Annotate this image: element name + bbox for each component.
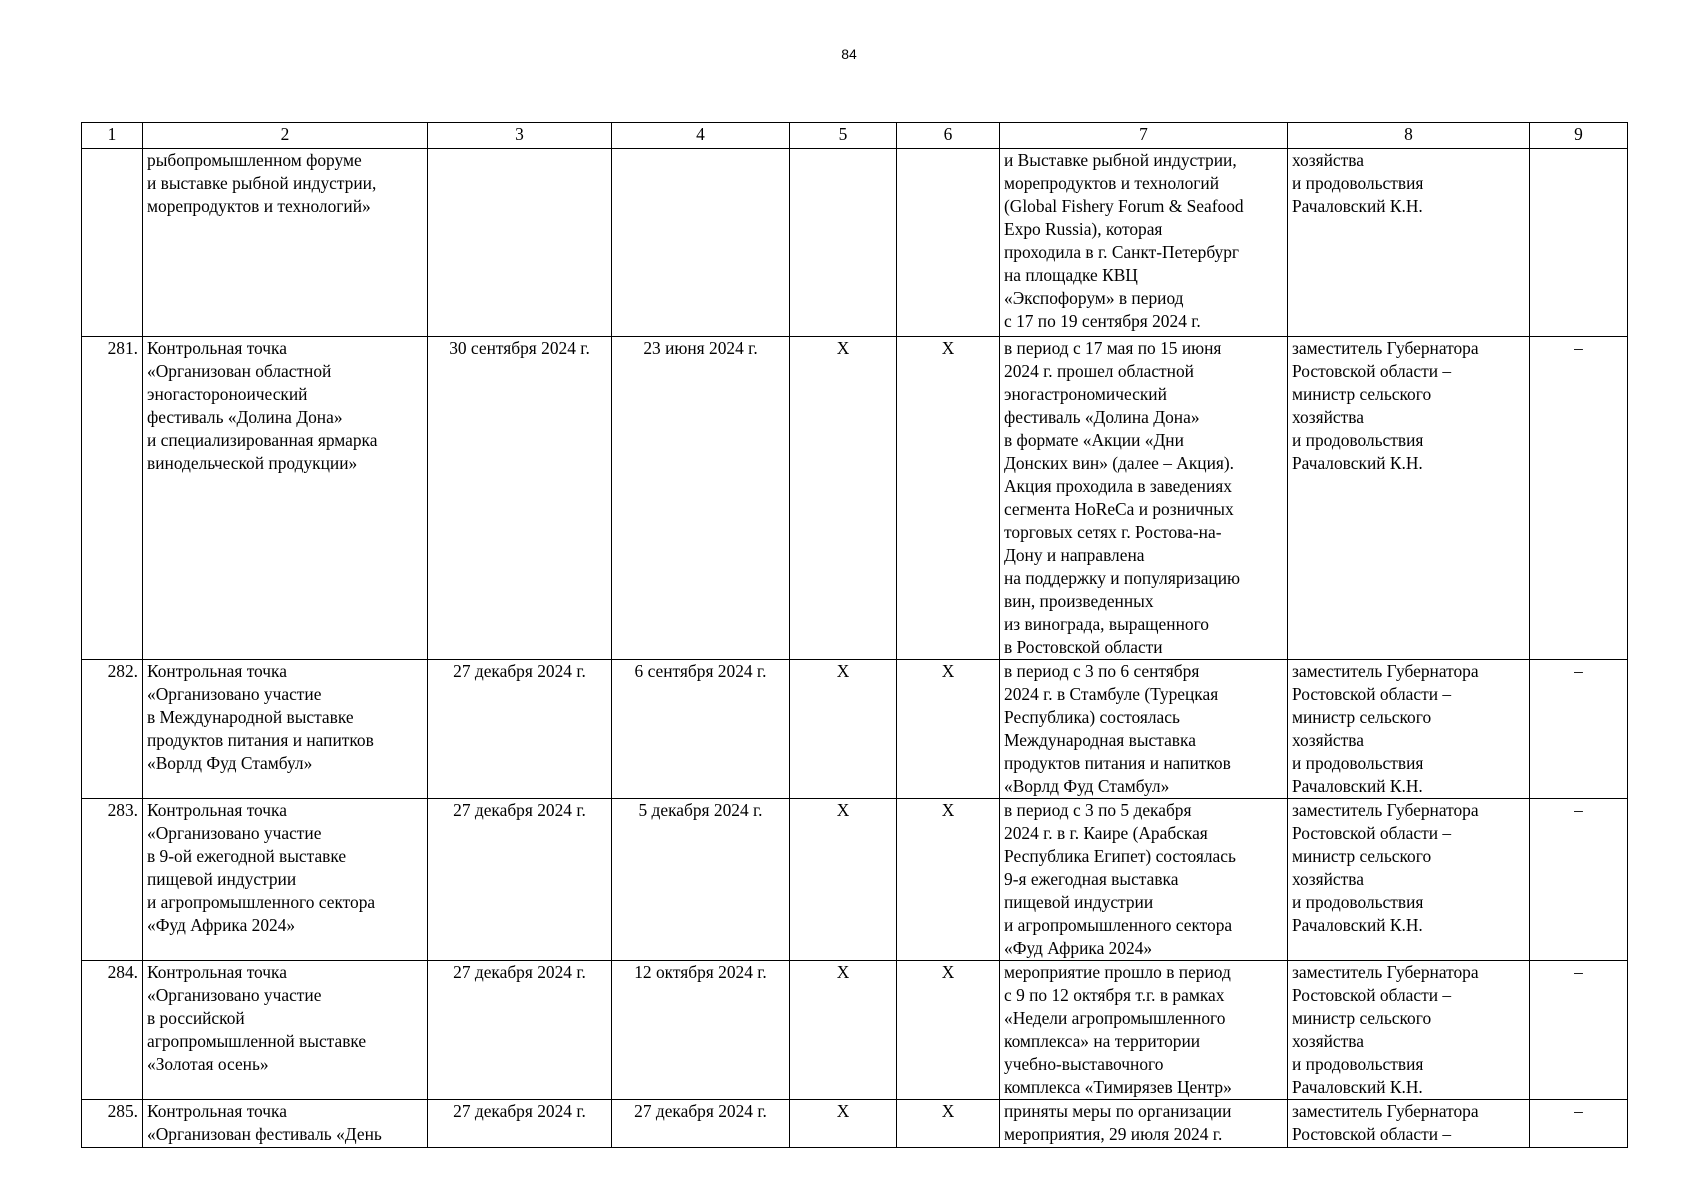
column-6-cell: Х <box>897 961 1000 1100</box>
responsible-line: и продовольствия <box>1292 430 1424 450</box>
header-cell-1: 1 <box>82 123 143 149</box>
column-6-cell: Х <box>897 660 1000 799</box>
event-line: «Золотая осень» <box>147 1054 269 1074</box>
result-line: продуктов питания и напитков <box>1004 753 1231 773</box>
event-line: Контрольная точка <box>147 1101 287 1121</box>
event-line: «Организовано участие <box>147 823 322 843</box>
responsible-cell <box>1288 1100 1530 1148</box>
column-5-cell: Х <box>790 660 897 799</box>
result-cell <box>1000 1100 1288 1148</box>
row-number-cell: 282. <box>82 660 143 799</box>
result-cell <box>1000 337 1288 660</box>
event-line: «Организовано участие <box>147 985 322 1005</box>
header-row <box>82 123 1628 149</box>
column-5-cell: Х <box>790 961 897 1100</box>
table-row <box>82 961 1628 1100</box>
result-line: фестиваль «Долина Дона» <box>1004 407 1200 427</box>
actual-date-cell: 23 июня 2024 г. <box>612 337 790 660</box>
header-cell-9: 9 <box>1530 123 1628 149</box>
responsible-cell <box>1288 337 1530 660</box>
table-row <box>82 1100 1628 1148</box>
table-row <box>82 660 1628 799</box>
row-number-cell: 281. <box>82 337 143 660</box>
row-number-cell: 284. <box>82 961 143 1100</box>
planned-date-cell: 27 декабря 2024 г. <box>428 799 612 961</box>
result-line: Международная выставка <box>1004 730 1196 750</box>
result-line: и Выставке рыбной индустрии, <box>1004 150 1237 170</box>
column-5-cell: Х <box>790 337 897 660</box>
event-line: эногастороноический <box>147 384 308 404</box>
event-line: «Организован фестиваль «День <box>147 1124 382 1144</box>
result-line: Республика) состоялась <box>1004 707 1180 727</box>
event-line: морепродуктов и технологий» <box>147 196 371 216</box>
responsible-cell <box>1288 149 1530 337</box>
event-line: «Организовано участие <box>147 684 322 704</box>
event-cell <box>143 660 428 799</box>
result-line: в Ростовской области <box>1004 637 1163 657</box>
event-line: Контрольная точка <box>147 338 287 358</box>
responsible-line: Ростовской области – <box>1292 985 1452 1005</box>
event-cell <box>143 961 428 1100</box>
responsible-line: и продовольствия <box>1292 1054 1424 1074</box>
responsible-line: Ростовской области – <box>1292 823 1452 843</box>
event-cell <box>143 1100 428 1148</box>
header-cell-8: 8 <box>1288 123 1530 149</box>
result-line: морепродуктов и технологий <box>1004 173 1220 193</box>
event-cell <box>143 149 428 337</box>
responsible-cell <box>1288 799 1530 961</box>
event-line: «Ворлд Фуд Стамбул» <box>147 753 313 773</box>
result-cell <box>1000 961 1288 1100</box>
event-line: фестиваль «Долина Дона» <box>147 407 343 427</box>
planned-date-cell <box>428 149 612 337</box>
result-line: с 17 по 19 сентября 2024 г. <box>1004 311 1201 331</box>
result-line: с 9 по 12 октября т.г. в рамках <box>1004 985 1225 1005</box>
event-line: и агропромышленного сектора <box>147 892 376 912</box>
column-6-cell: Х <box>897 337 1000 660</box>
event-line: Контрольная точка <box>147 661 287 681</box>
header-cell-5: 5 <box>790 123 897 149</box>
result-line: «Недели агропромышленного <box>1004 1008 1226 1028</box>
result-line: комплекса «Тимирязев Центр» <box>1004 1077 1232 1097</box>
actual-date-cell: 6 сентября 2024 г. <box>612 660 790 799</box>
event-line: в 9-ой ежегодной выставке <box>147 846 347 866</box>
result-line: «Ворлд Фуд Стамбул» <box>1004 776 1170 796</box>
column-5-cell: Х <box>790 1100 897 1148</box>
result-line: в период с 3 по 5 декабря <box>1004 800 1192 820</box>
table-row <box>82 149 1628 337</box>
column-9-cell <box>1530 149 1628 337</box>
responsible-line: Ростовской области – <box>1292 1124 1452 1144</box>
result-line: торговых сетях г. Ростова-на- <box>1004 522 1222 542</box>
responsible-cell <box>1288 660 1530 799</box>
event-line: в российской <box>147 1008 245 1028</box>
column-9-cell: – <box>1530 660 1628 799</box>
responsible-line: министр сельского <box>1292 1008 1432 1028</box>
result-cell <box>1000 149 1288 337</box>
result-line: комплекса» на территории <box>1004 1031 1201 1051</box>
actual-date-cell: 5 декабря 2024 г. <box>612 799 790 961</box>
result-line: мероприятие прошло в период <box>1004 962 1231 982</box>
responsible-line: Рачаловский К.Н. <box>1292 776 1423 796</box>
actual-date-cell <box>612 149 790 337</box>
column-5-cell: Х <box>790 799 897 961</box>
event-line: «Организован областной <box>147 361 332 381</box>
result-line: на поддержку и популяризацию <box>1004 568 1241 588</box>
result-line: «Фуд Африка 2024» <box>1004 938 1153 958</box>
responsible-line: заместитель Губернатора <box>1292 1101 1479 1121</box>
result-line: мероприятия, 29 июля 2024 г. <box>1004 1124 1223 1144</box>
event-line: Контрольная точка <box>147 962 287 982</box>
table-row <box>82 799 1628 961</box>
responsible-cell <box>1288 961 1530 1100</box>
planned-date-cell: 27 декабря 2024 г. <box>428 961 612 1100</box>
responsible-line: хозяйства <box>1292 407 1364 427</box>
event-line: продуктов питания и напитков <box>147 730 374 750</box>
result-line: Акция проходила в заведениях <box>1004 476 1232 496</box>
responsible-line: хозяйства <box>1292 1031 1364 1051</box>
responsible-line: Ростовской области – <box>1292 684 1452 704</box>
result-line: в период с 3 по 6 сентября <box>1004 661 1200 681</box>
result-cell <box>1000 799 1288 961</box>
responsible-line: министр сельского <box>1292 707 1432 727</box>
responsible-line: министр сельского <box>1292 846 1432 866</box>
event-line: агропромышленной выставке <box>147 1031 367 1051</box>
responsible-line: Рачаловский К.Н. <box>1292 453 1423 473</box>
planned-date-cell: 30 сентября 2024 г. <box>428 337 612 660</box>
responsible-line: хозяйства <box>1292 150 1364 170</box>
row-number-cell: 283. <box>82 799 143 961</box>
result-line: проходила в г. Санкт-Петербург <box>1004 242 1240 262</box>
column-6-cell: Х <box>897 799 1000 961</box>
responsible-line: и продовольствия <box>1292 753 1424 773</box>
event-line: и выставке рыбной индустрии, <box>147 173 377 193</box>
responsible-line: заместитель Губернатора <box>1292 962 1479 982</box>
page-number: 84 <box>841 46 857 62</box>
column-9-cell: – <box>1530 337 1628 660</box>
event-line: «Фуд Африка 2024» <box>147 915 296 935</box>
column-9-cell: – <box>1530 1100 1628 1148</box>
event-line: винодельческой продукции» <box>147 453 358 473</box>
responsible-line: Рачаловский К.Н. <box>1292 196 1423 216</box>
responsible-line: хозяйства <box>1292 869 1364 889</box>
table-body <box>82 123 1628 1148</box>
column-5-cell <box>790 149 897 337</box>
result-line: и агропромышленного сектора <box>1004 915 1233 935</box>
result-line: 9-я ежегодная выставка <box>1004 869 1179 889</box>
result-line: (Global Fishery Forum & Seafood <box>1004 196 1244 216</box>
header-cell-4: 4 <box>612 123 790 149</box>
responsible-line: Ростовской области – <box>1292 361 1452 381</box>
result-line: вин, произведенных <box>1004 591 1154 611</box>
actual-date-cell: 27 декабря 2024 г. <box>612 1100 790 1148</box>
result-line: 2024 г. прошел областной <box>1004 361 1194 381</box>
event-line: пищевой индустрии <box>147 869 297 889</box>
actual-date-cell: 12 октября 2024 г. <box>612 961 790 1100</box>
responsible-line: хозяйства <box>1292 730 1364 750</box>
header-cell-7: 7 <box>1000 123 1288 149</box>
row-number-cell <box>82 149 143 337</box>
responsible-line: Рачаловский К.Н. <box>1292 1077 1423 1097</box>
result-line: Республика Египет) состоялась <box>1004 846 1236 866</box>
result-line: сегмента HoReCa и розничных <box>1004 499 1234 519</box>
header-cell-2: 2 <box>143 123 428 149</box>
result-line: приняты меры по организации <box>1004 1101 1232 1121</box>
result-line: «Экспофорум» в период <box>1004 288 1184 308</box>
column-6-cell: Х <box>897 1100 1000 1148</box>
result-line: Донских вин» (далее – Акция). <box>1004 453 1235 473</box>
result-line: учебно-выставочного <box>1004 1054 1164 1074</box>
responsible-line: и продовольствия <box>1292 173 1424 193</box>
planned-date-cell: 27 декабря 2024 г. <box>428 660 612 799</box>
result-line: из винограда, выращенного <box>1004 614 1209 634</box>
responsible-line: Рачаловский К.Н. <box>1292 915 1423 935</box>
event-cell <box>143 799 428 961</box>
result-line: эногастрономический <box>1004 384 1167 404</box>
result-line: 2024 г. в Стамбуле (Турецкая <box>1004 684 1219 704</box>
header-cell-3: 3 <box>428 123 612 149</box>
result-line: в период с 17 мая по 15 июня <box>1004 338 1222 358</box>
result-line: на площадке КВЦ <box>1004 265 1138 285</box>
event-line: в Международной выставке <box>147 707 354 727</box>
responsible-line: министр сельского <box>1292 384 1432 404</box>
result-line: Дону и направлена <box>1004 545 1145 565</box>
event-cell <box>143 337 428 660</box>
result-line: 2024 г. в г. Каире (Арабская <box>1004 823 1208 843</box>
event-line: рыбопромышленном форуме <box>147 150 362 170</box>
responsible-line: и продовольствия <box>1292 892 1424 912</box>
responsible-line: заместитель Губернатора <box>1292 800 1479 820</box>
column-6-cell <box>897 149 1000 337</box>
event-line: и специализированная ярмарка <box>147 430 378 450</box>
header-cell-6: 6 <box>897 123 1000 149</box>
result-line: пищевой индустрии <box>1004 892 1154 912</box>
planned-date-cell: 27 декабря 2024 г. <box>428 1100 612 1148</box>
result-cell <box>1000 660 1288 799</box>
table-row <box>82 337 1628 660</box>
column-9-cell: – <box>1530 799 1628 961</box>
responsible-line: заместитель Губернатора <box>1292 338 1479 358</box>
row-number-cell: 285. <box>82 1100 143 1148</box>
result-line: в формате «Акции «Дни <box>1004 430 1184 450</box>
report-table <box>81 122 1628 1148</box>
responsible-line: заместитель Губернатора <box>1292 661 1479 681</box>
result-line: Expo Russia), которая <box>1004 219 1163 239</box>
event-line: Контрольная точка <box>147 800 287 820</box>
column-9-cell: – <box>1530 961 1628 1100</box>
